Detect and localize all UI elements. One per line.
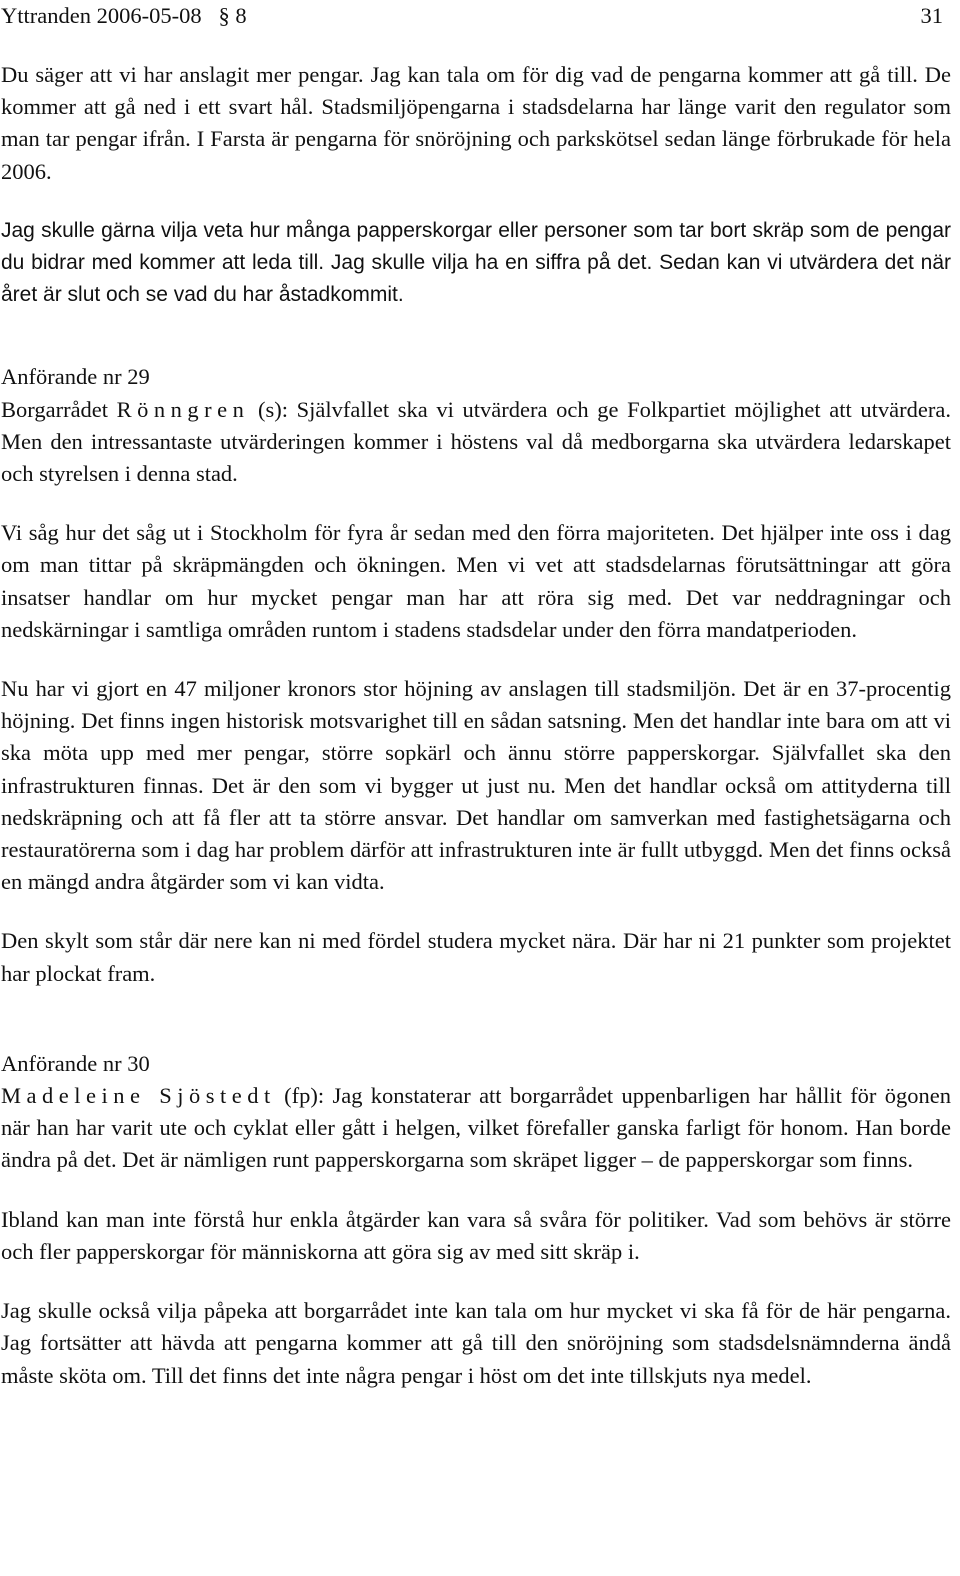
speech-text: (s): Självfallet ska vi utvärdera och ge Folkpartiet möjlighet att utvärdera. Men den intressantaste utvärderingen kommer i höstens val då medborgarna ska utvärdera ledarskapet och styrelsen i denna stad. xyxy=(1,396,951,487)
spacer xyxy=(1,1177,951,1204)
speech-opening-paragraph xyxy=(1,394,951,491)
page-header xyxy=(1,0,951,32)
speech-heading: Anförande nr 30 xyxy=(1,1050,150,1076)
paragraph: Jag skulle gärna vilja veta hur många papperskorgar eller personer som tar bort skräp som de pengar du bidrar med kommer att leda till. Jag skulle vilja ha en siffra på det. Sedan kan vi utvärdera det när året är slut och se vad du har åstadkommit. xyxy=(1,218,951,307)
page-number: 31 xyxy=(920,3,943,28)
speaker-title: Borgarrådet xyxy=(1,396,117,422)
spacer xyxy=(1,188,951,215)
paragraph: Jag skulle också vilja påpeka att borgarrådet inte kan tala om hur mycket vi ska få för de här pengarna. Jag fortsätter att hävda att pengarna kommer att gå till den snöröjning som stadsdelsnämnderna ändå måste sköta om. Till det finns det inte några pengar i höst om det inte tillskjuts nya medel. xyxy=(1,1298,951,1388)
spacer xyxy=(1,990,951,1048)
paragraph: Den skylt som står där nere kan ni med fördel studera mycket nära. Där har ni 21 punkter som projektet har plockat fram. xyxy=(1,928,951,986)
paragraph: Nu har vi gjort en 47 miljoner kronors stor höjning av anslagen till stadsmiljön. Det är en 37-procentig höjning. Det finns ingen historisk motsvarighet till en sådan satsning. Men det handlar inte bara om att vi ska möta upp med mer pengar, större sopkärl och ännu större papperskorgar. Självfallet ska den infrastrukturen finnas. Det är den som vi bygger ut just nu. Men det handlar också om attityderna till nedskräpning och att få fler att ta större ansvar. Det handlar om samverkan med fastighetsägarna och restauratörerna som i dag har problem därför att infrastrukturen inte är fullt utbyggd. Men det finns också en mängd andra åtgärder som vi kan vidta. xyxy=(1,676,951,895)
spacer xyxy=(1,1268,951,1295)
paragraph: Du säger att vi har anslagit mer pengar. Jag kan tala om för dig vad de pengarna kommer att gå till. De kommer att gå ned i ett svart hål. Stadsmiljöpengarna i stadsdelarna har länge varit den regulator som man tar pengar ifrån. I Farsta är pengarna för snöröjning och parkskötsel sedan länge förbrukade för hela 2006. xyxy=(1,62,951,184)
speech-heading: Anförande nr 29 xyxy=(1,364,150,390)
paragraph: Vi såg hur det såg ut i Stockholm för fyra år sedan med den förra majoriteten. Det hjälper inte oss i dag om man tittar på skräpmängden och ökningen. Men vi vet att stadsdelarnas förutsättningar att göra insatser handlar om hur mycket pengar man har att röra sig med. Det var neddragningar och nedskärningar i samtliga områden runtom i stadens stadsdelar under den förra mandatperioden. xyxy=(1,520,951,642)
spacer xyxy=(1,490,951,517)
spacer xyxy=(1,32,951,59)
spacer xyxy=(1,311,951,361)
speech-text: (fp): Jag konstaterar att borgarrådet uppenbarligen har hållit för ögonen när han har varit ute och cyklat eller gått i helgen, vilket förefaller ganska farligt för honom. Han borde ändra på det. Det är nämligen runt papperskorgarna som skräpet ligger – de papperskorgar som finns. xyxy=(1,1083,951,1173)
speech-opening-paragraph xyxy=(1,1080,951,1177)
speaker-name: Rönngren xyxy=(116,396,250,422)
spacer xyxy=(1,646,951,673)
spacer xyxy=(1,898,951,925)
header-title: Yttranden 2006-05-08 § 8 xyxy=(1,3,247,28)
speaker-name: Madeleine Sjöstedt xyxy=(1,1083,276,1109)
paragraph: Ibland kan man inte förstå hur enkla åtgärder kan vara så svåra för politiker. Vad som behövs är större och fler papperskorgar för människorna att göra sig av med sitt skräp i. xyxy=(1,1206,951,1264)
